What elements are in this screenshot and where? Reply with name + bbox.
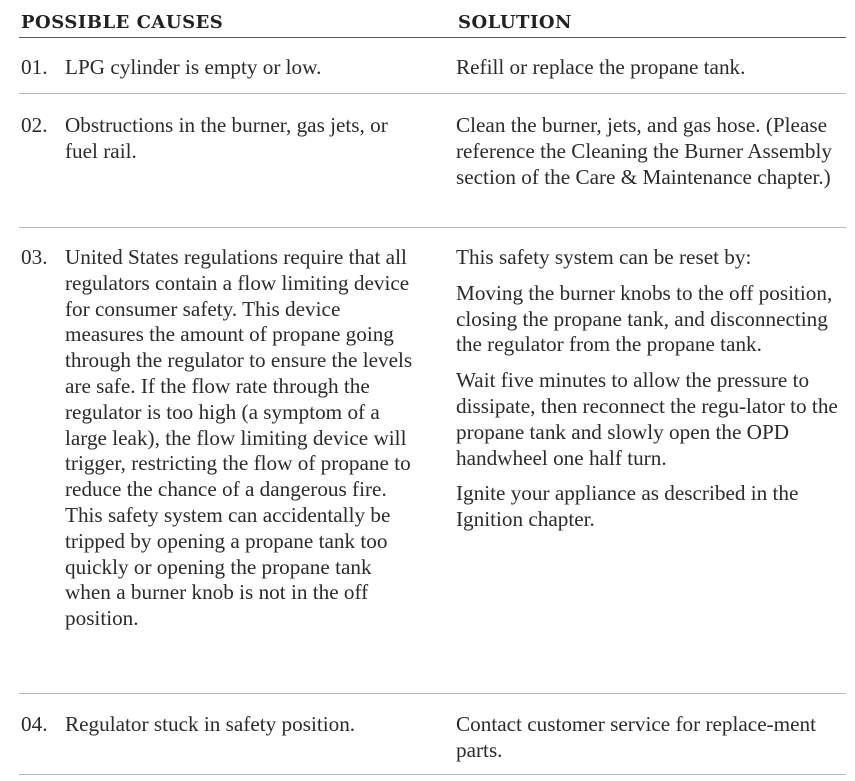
- solution-text: This safety system can be reset by:: [456, 245, 752, 269]
- table-row: [19, 94, 846, 228]
- cause-text: United States regulations require that all regulators contain a flow limiting device for consumer safety. This device measures the amount of propane going through the regulator to ensure the levels are safe. If the flow rate through the regulator is too high (a symptom of a large leak), the flow limiting device will trigger, restricting the flow of propane to reduce the chance of a dangerous fire. This safety system can accidentally be tripped by opening a propane tank too quickly or opening the propane tank when a burner knob is not in the off position.: [65, 245, 413, 631]
- solution-cell: [456, 113, 846, 227]
- cause-cell: [19, 113, 456, 227]
- row-number: 03.: [21, 245, 48, 269]
- solution-cell: [456, 712, 846, 774]
- solution-text: Ignite your appliance as described in the Ignition chapter.: [456, 481, 799, 532]
- table-header: [19, 12, 846, 38]
- troubleshooting-table: [19, 12, 846, 775]
- cause-cell: [19, 55, 456, 93]
- row-number: 04.: [21, 712, 48, 736]
- solution-text: Refill or replace the propane tank.: [456, 55, 746, 79]
- cause-text: Obstructions in the burner, gas jets, or fuel rail.: [65, 113, 388, 163]
- solution-text: Clean the burner, jets, and gas hose. (Please reference the Cleaning the Burner Assembly section of the Care & Maintenance chapter.): [456, 113, 832, 189]
- row-number: 01.: [21, 55, 48, 79]
- cause-text: Regulator stuck in safety position.: [65, 712, 356, 736]
- solution-cell: [456, 245, 846, 693]
- cause-text: LPG cylinder is empty or low.: [65, 55, 322, 79]
- solution-text: Moving the burner knobs to the off position, closing the propane tank, and disconnecting the regulator from the propane tank.: [456, 280, 833, 357]
- solution-text: Wait five minutes to allow the pressure to dissipate, then reconnect the regu-lator to the propane tank and slowly open the OPD handwheel one half turn.: [456, 368, 838, 470]
- row-number: 02.: [21, 113, 48, 137]
- solution-text: Contact customer service for replace-ment parts.: [456, 712, 817, 762]
- solution-heading: SOLUTION: [458, 12, 572, 33]
- possible-causes-heading: POSSIBLE CAUSES: [21, 12, 224, 33]
- table-row: [19, 694, 846, 775]
- cause-cell: [19, 245, 456, 693]
- cause-cell: [19, 712, 456, 774]
- table-row: [19, 38, 846, 94]
- table-row: [19, 228, 846, 694]
- solution-cell: [456, 55, 846, 93]
